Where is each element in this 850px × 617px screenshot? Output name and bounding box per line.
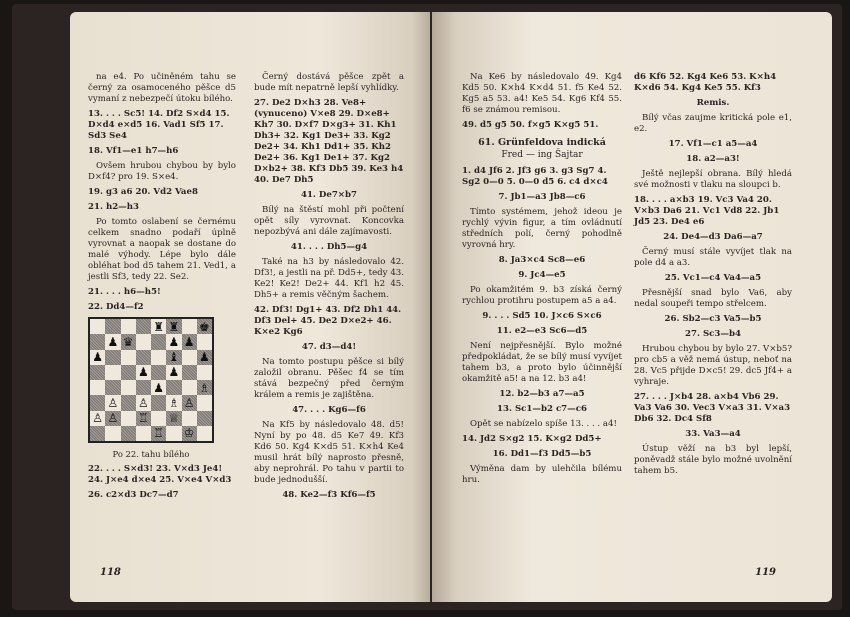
chess-move-line: 11. e2—e3 Sc6—d5 <box>496 326 588 336</box>
commentary-paragraph: Na Ke6 by následovalo 49. Kg4 Kd5 50. K×h4 K×d4 51. f5 Ke4 52. Kg5 a5 53. a4! Ke5 54. Kg6 Kf4 55. f6 se známou remisou. <box>462 72 622 115</box>
board-square <box>182 319 197 334</box>
board-square <box>166 426 181 441</box>
board-square <box>90 350 105 365</box>
page-number-right: 119 <box>755 567 776 578</box>
board-square <box>197 411 212 426</box>
board-square <box>105 426 120 441</box>
board-square <box>182 350 197 365</box>
page-number-left: 118 <box>100 567 121 578</box>
board-square <box>90 426 105 441</box>
board-square <box>105 365 120 380</box>
board-square <box>121 411 136 426</box>
board-square <box>136 350 151 365</box>
commentary-paragraph: Také na h3 by následovalo 42. Df3!, a jestli na př. Dd5+, tedy 43. Ke2! Ke2! De2+ 44. Kf1 h2 45. Dh5+ a remis věčným šachem. <box>254 257 404 300</box>
chess-piece-icon: ♙ <box>137 395 149 410</box>
chess-move-line: 9. . . . Sd5 10. J×c6 S×c6 <box>482 311 602 321</box>
board-square <box>151 380 166 395</box>
board-square <box>182 365 197 380</box>
commentary-paragraph: Bílý včas zaujme kritická pole e1, e2. <box>634 113 792 134</box>
chess-move-line: 13. . . . Sc5! 14. Df2 S×d4 15. D×d4 e×d5 16. Vad1 Sf5 17. Sd3 Se4 <box>88 109 230 141</box>
chess-piece-icon: ♜ <box>153 319 164 334</box>
chess-move-line: 41. De7×b7 <box>300 190 358 200</box>
board-square <box>151 395 166 410</box>
chess-move-line: 42. Df3! Dg1+ 43. Df2 Dh1 44. Df3 Del+ 45. De2 D×e2+ 46. K×e2 Kg6 <box>254 305 402 337</box>
board-square <box>197 319 212 334</box>
board-square <box>151 426 166 441</box>
left-page <box>70 12 430 602</box>
chess-piece-icon: ♟ <box>92 350 103 365</box>
board-square <box>166 334 181 349</box>
board-square <box>182 334 197 349</box>
chess-piece-icon: ♔ <box>183 426 195 441</box>
chess-move-line: d6 Kf6 52. Kg4 Ke6 53. K×h4 K×d6 54. Kg4 Ke5 55. Kf3 <box>634 72 777 93</box>
board-square <box>166 365 181 380</box>
chess-move-line: 12. b2—b3 a7—a5 <box>499 389 585 399</box>
chess-move-line: 13. Sc1—b2 c7—c6 <box>497 404 587 414</box>
commentary-paragraph: Opět se nabízelo spíše 13. . . . a4! <box>470 419 617 429</box>
chess-piece-icon: ♟ <box>168 365 180 380</box>
chess-piece-icon: ♖ <box>153 426 164 441</box>
board-square <box>197 350 212 365</box>
chess-move-line: 18. Vf1—e1 h7—h6 <box>88 146 179 156</box>
chess-move-line: 8. Ja3×c4 Sc8—e6 <box>498 255 586 265</box>
board-square <box>182 395 197 410</box>
board-square <box>121 426 136 441</box>
board-square <box>121 334 136 349</box>
board-square <box>151 365 166 380</box>
chess-piece-icon: ♙ <box>107 395 119 410</box>
game-heading: 61. Grünfeldova indická <box>478 137 606 148</box>
board-square <box>151 334 166 349</box>
chess-piece-icon: ♟ <box>183 334 195 349</box>
chess-move-line: 21. . . . h6—h5! <box>88 287 161 297</box>
board-square <box>105 395 120 410</box>
board-square <box>182 411 197 426</box>
commentary-paragraph: Ještě nejlepší obrana. Bílý hledá své možnosti v tlaku na sloupci b. <box>634 169 792 190</box>
board-square <box>166 350 181 365</box>
board-square <box>121 380 136 395</box>
commentary-paragraph: Ústup věží na b3 byl lepší, poněvadž stále bylo možné uvolnění tahem b5. <box>634 444 792 476</box>
board-square <box>90 365 105 380</box>
chess-move-line: 18. . . . a×b3 19. Vc3 Va4 20. V×b3 Da6 21. Vc1 Vd8 22. Jb1 Jd5 23. De4 e6 <box>634 195 780 227</box>
commentary-paragraph: Černý musí stále vyvíjet tlak na pole d4 a a3. <box>634 247 792 268</box>
board-square <box>136 426 151 441</box>
game-players: Fred — ing Šajtar <box>501 150 583 160</box>
chess-piece-icon: ♗ <box>168 395 180 410</box>
board-square <box>136 395 151 410</box>
chess-move-line: 26. Sb2—c3 Va5—b5 <box>664 314 762 324</box>
board-square <box>151 411 166 426</box>
board-square <box>121 350 136 365</box>
board-square <box>136 380 151 395</box>
chess-piece-icon: ♙ <box>92 411 103 426</box>
commentary-paragraph: Hrubou chybou by bylo 27. V×b5? pro cb5 a věž nemá ústup, neboť na 28. Vc5 přijde D×c5! 29. dc5 Jf4+ a vyhraje. <box>634 344 792 387</box>
chess-move-line: 22. Dd4—f2 <box>88 302 144 312</box>
board-square <box>105 334 120 349</box>
right-page-column-2 <box>634 72 792 481</box>
board-square <box>136 319 151 334</box>
board-square <box>90 411 105 426</box>
board-square <box>90 334 105 349</box>
board-square <box>121 395 136 410</box>
chess-move-line: 21. h2—h3 <box>88 202 139 212</box>
commentary-paragraph: na e4. Po učiněném tahu se černý za osamoceného pěšce d5 vymaní z nebezpečí útoku bílého. <box>88 72 236 104</box>
chess-piece-icon: ♗ <box>198 380 210 395</box>
right-page-column-1 <box>462 72 622 490</box>
chess-move-line: 9. Jc4—e5 <box>518 270 566 280</box>
board-square <box>182 426 197 441</box>
board-square <box>197 395 212 410</box>
chess-move-line: 27. . . . J×b4 28. a×b4 Vb6 29. Va3 Va6 30. Vec3 V×a3 31. V×a3 Db6 32. Dc4 Sf8 <box>634 392 791 424</box>
chess-move-line: 47. d3—d4! <box>301 342 357 352</box>
commentary-paragraph: Výměna dam by ulehčila bílému hru. <box>462 464 622 485</box>
board-square <box>151 350 166 365</box>
chess-move-line: 49. d5 g5 50. f×g5 K×g5 51. <box>462 120 599 130</box>
board-square <box>90 319 105 334</box>
diagram-caption: Po 22. tahu bílého <box>112 449 190 459</box>
chess-piece-icon: ♟ <box>153 380 164 395</box>
board-square <box>166 319 181 334</box>
chess-move-line: 27. Sc3—b4 <box>685 329 741 339</box>
board-square <box>90 380 105 395</box>
board-square <box>105 319 120 334</box>
right-page <box>432 12 832 602</box>
board-square <box>166 380 181 395</box>
commentary-paragraph: Na tomto postupu pěšce si bílý založil obranu. Pěšec f4 se tím stává bezpečný před černým králem a remis je zajištěna. <box>254 357 404 400</box>
chess-piece-icon: ♜ <box>168 319 180 334</box>
chess-piece-icon: ♙ <box>107 411 119 426</box>
board-square <box>136 365 151 380</box>
chess-diagram <box>88 317 236 460</box>
board-square <box>166 411 181 426</box>
commentary-paragraph: Není nejpřesnější. Bylo možné předpokládat, že se bílý musí vyvíjet tahem b3, a proto bylo účinnější okamžitě a5! a na 12. b3 a4! <box>462 341 622 384</box>
commentary-paragraph: Tímto systémem, jehož ideou je rychlý vývin figur, a tím ovládnutí středních polí, černý pohodlně vyrovná hry. <box>462 207 622 250</box>
commentary-paragraph: Na Kf5 by následovalo 48. d5! Nyní by po 48. d5 Ke7 49. Kf3 Kd6 50. Kg4 K×d5 51. K×h4 Ke4 musil hrát bílý naprosto přesně, aby neprohrál. Po tahu v partii to bude jednodušší. <box>254 420 404 485</box>
chess-move-line: 27. De2 D×h3 28. Ve8+ (vynuceno) V×e8 29. D×e8+ Kh7 30. D×f7 D×g3+ 31. Kh1 Dh3+ 32. Kg1 De3+ 33. Kg2 De2+ 34. Kh1 Dd1+ 35. Kh2 De2+ 36. Kg1 De1+ 37. Kg2 D×b2+ 38. Kf3 Db5 39. Ke3 h4 40. De7 Dh5 <box>254 98 404 185</box>
chess-piece-icon: ♚ <box>198 319 210 334</box>
chess-piece-icon: ♟ <box>198 350 210 365</box>
commentary-paragraph: Bílý na štěstí mohl při počtení opět síly vyrovnat. Koncovka nepozbývá ani dále zajímavosti. <box>254 205 404 237</box>
left-page-column-2 <box>254 72 404 505</box>
chess-move-line: 7. Jb1—a3 Jb8—c6 <box>498 192 586 202</box>
board-square <box>197 426 212 441</box>
board-square <box>197 334 212 349</box>
chess-move-line: Remis. <box>696 98 730 108</box>
chess-piece-icon: ♛ <box>122 334 134 349</box>
chess-move-line: 17. Vf1—c1 a5—a4 <box>668 139 758 149</box>
open-book <box>12 4 842 610</box>
commentary-paragraph: Ovšem hrubou chybou by bylo D×f4? pro 19. S×e4. <box>88 161 236 182</box>
chess-move-line: 22. . . . S×d3! 23. V×d3 Je4! 24. J×e4 d×e4 25. V×e4 V×d3 <box>88 464 232 485</box>
board-square <box>105 411 120 426</box>
board-square <box>151 319 166 334</box>
board-square <box>166 395 181 410</box>
board-square <box>121 319 136 334</box>
chess-move-line: 24. De4—d3 Da6—a7 <box>663 232 763 242</box>
chess-move-line: 25. Vc1—c4 Va4—a5 <box>664 273 762 283</box>
chess-move-line: 41. . . . Dh5—g4 <box>290 242 368 252</box>
board-square <box>105 350 120 365</box>
board-square <box>182 380 197 395</box>
chess-move-line: 26. c2×d3 Dc7—d7 <box>88 490 179 500</box>
board-square <box>121 365 136 380</box>
chess-move-line: 18. a2—a3! <box>686 154 740 164</box>
chess-piece-icon: ♟ <box>168 334 180 349</box>
left-page-column-1 <box>88 72 236 505</box>
chess-piece-icon: ♖ <box>137 411 149 426</box>
commentary-paragraph: Po okamžitém 9. b3 získá černý rychlou protihru postupem a5 a a4. <box>462 285 622 306</box>
chess-piece-icon: ♟ <box>107 334 119 349</box>
board-square <box>105 380 120 395</box>
board-square <box>90 395 105 410</box>
board-square <box>136 334 151 349</box>
board-square <box>197 380 212 395</box>
chess-move-line: 19. g3 a6 20. Vd2 Vae8 <box>88 187 198 197</box>
commentary-paragraph: Černý dostává pěšce zpět a bude mít nepatrně lepší vyhlídky. <box>254 72 404 93</box>
chess-move-line: 16. Dd1—f3 Dd5—b5 <box>492 449 592 459</box>
chess-piece-icon: ♟ <box>137 365 149 380</box>
commentary-paragraph: Přesnější snad bylo Va6, aby nedal soupeři tempo střelcem. <box>634 288 792 309</box>
board-square <box>197 365 212 380</box>
chess-piece-icon: ♙ <box>183 395 195 410</box>
chess-move-line: 47. . . . Kg6—f6 <box>292 405 366 415</box>
chess-move-line: 48. Ke2—f3 Kf6—f5 <box>282 490 376 500</box>
commentary-paragraph: Po tomto oslabení se černému celkem snadno podaří úplně vyrovnat a naopak se dostane do malé výhody. Lépe bylo dále obléhat bod d5 tahem 21. Ved1, a jestli Sf3, tedy 22. Se2. <box>88 217 236 282</box>
chess-move-line: 33. Va3—a4 <box>685 429 741 439</box>
chess-board <box>88 317 214 443</box>
chess-piece-icon: ♕ <box>168 411 180 426</box>
chess-move-line: 14. Jd2 S×g2 15. K×g2 Dd5+ <box>462 434 602 444</box>
board-square <box>136 411 151 426</box>
chess-move-line: 1. d4 Jf6 2. Jf3 g6 3. g3 Sg7 4. Sg2 0—0 5. 0—0 d5 6. c4 d×c4 <box>462 166 608 187</box>
chess-piece-icon: ♝ <box>168 350 180 365</box>
